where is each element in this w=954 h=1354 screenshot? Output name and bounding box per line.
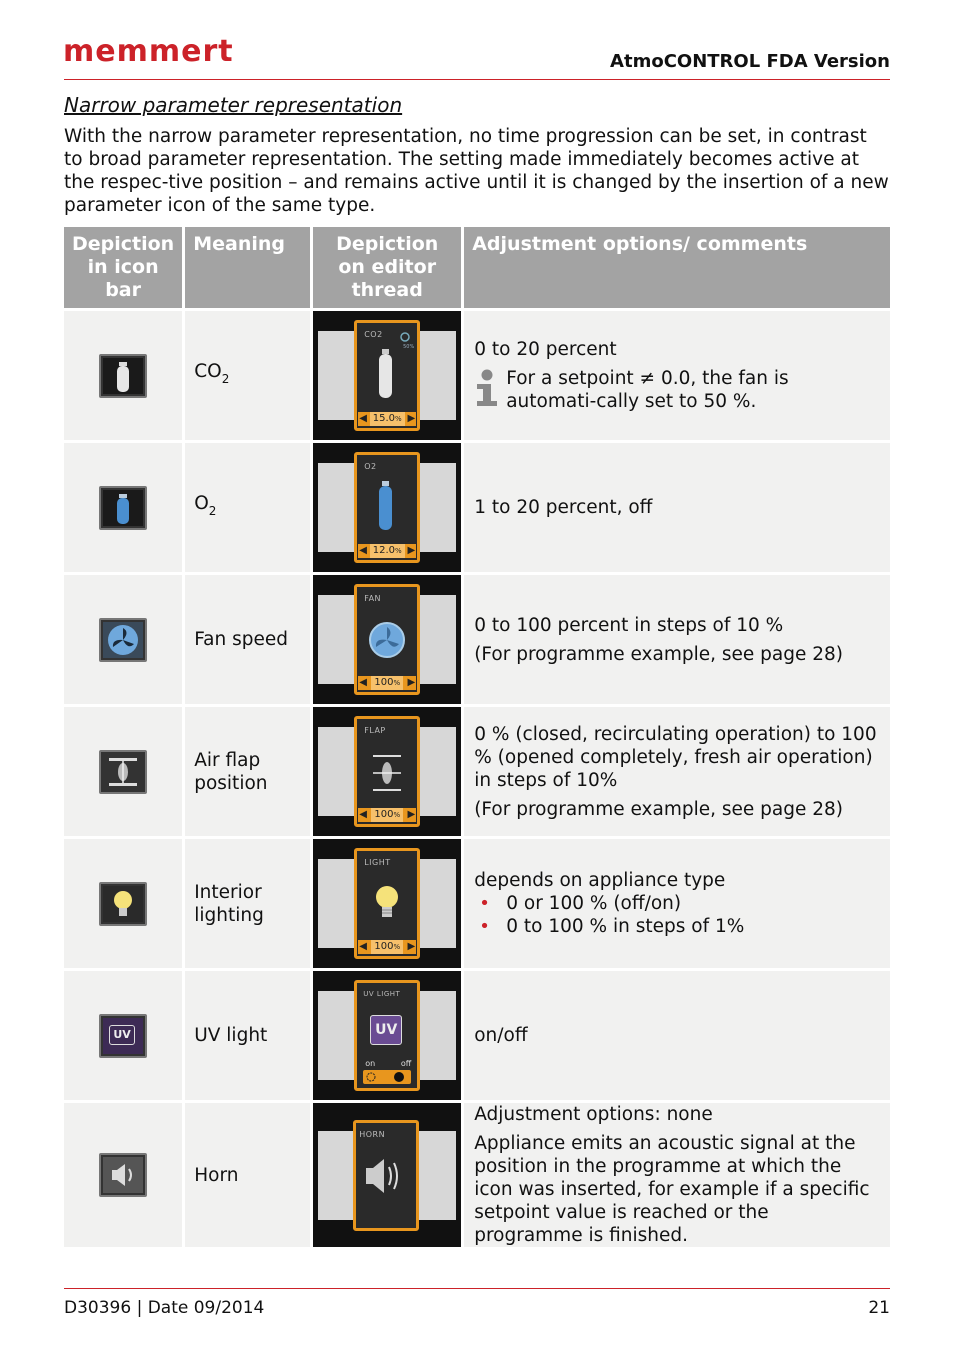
header-editor: Depiction on editor thread (312, 227, 463, 310)
editor-cell (312, 574, 463, 706)
editor-card-o2: O2 ◀ 12.0% ▶ (354, 452, 420, 563)
co2-bottle-icon (99, 354, 147, 398)
uv-light-icon: UV (99, 1014, 147, 1058)
uv-toggle[interactable] (363, 1070, 411, 1084)
editor-card-co2: CO2 50% ◀ 15.0% ▶ (354, 320, 420, 431)
doc-title: AtmoCONTROL FDA Version (610, 51, 890, 72)
meaning-cell: Air flap position (184, 706, 312, 838)
editor-value: ◀ 100% ▶ (359, 809, 416, 820)
meaning-cell: Horn (184, 1102, 312, 1249)
editor-cell (312, 442, 463, 574)
desc-cell: 1 to 20 percent, off (463, 442, 890, 574)
meaning-cell: Fan speed (184, 574, 312, 706)
desc-cell: 0 to 100 percent in steps of 10 % (For programme example, see page 28) (463, 574, 890, 706)
icon-bar-cell (64, 442, 184, 574)
table-row (64, 706, 890, 838)
page-number: 21 (868, 1298, 890, 1318)
table-row (64, 970, 890, 1102)
desc-cell: 0 % (closed, recirculating operation) to 100 % (opened completely, fresh air operation) in steps of 10% (For programme example, see page 28) (463, 706, 890, 838)
horn-speaker-icon (356, 1123, 416, 1228)
light-bulb-icon (99, 882, 147, 926)
icon-bar-cell (64, 1102, 184, 1249)
editor-cell (312, 838, 463, 970)
header-meaning: Meaning (184, 227, 312, 310)
table-header-row (64, 227, 890, 310)
icon-bar-cell (64, 310, 184, 442)
o2-bottle-icon (99, 486, 147, 530)
desc-cell: on/off (463, 970, 890, 1102)
editor-cell (312, 970, 463, 1102)
editor-value: ◀ 100% ▶ (359, 677, 416, 688)
info-note: For a setpoint ≠ 0.0, the fan is automati-cally set to 50 %. (506, 368, 789, 412)
section-title: Narrow parameter representation (64, 93, 403, 117)
icon-bar-cell (64, 574, 184, 706)
editor-value: ◀ 12.0% ▶ (359, 545, 416, 556)
icon-bar-cell (64, 970, 184, 1102)
icon-bar-cell (64, 706, 184, 838)
header-adjustment: Adjustment options/ comments (463, 227, 890, 310)
meaning-cell: Interior lighting (184, 838, 312, 970)
table-row (64, 1102, 890, 1249)
air-flap-icon (99, 750, 147, 794)
info-icon (474, 369, 500, 409)
parameter-table (64, 227, 890, 1250)
fan-icon (99, 618, 147, 662)
editor-card-horn: HORN (353, 1120, 419, 1231)
desc-cell: 0 to 20 percent For a setpoint ≠ 0.0, the fan is automati-cally set to 50 %. (463, 310, 890, 442)
meaning-cell: $O_2$ (184, 442, 312, 574)
table-row (64, 838, 890, 970)
editor-card-uv: UV LIGHT UV on off (354, 980, 420, 1091)
editor-cell (312, 310, 463, 442)
editor-cell (312, 706, 463, 838)
horn-speaker-icon (99, 1153, 147, 1197)
editor-card-flap: FLAP ◀ 100% ▶ (354, 716, 420, 827)
desc-cell: depends on appliance type • 0 or 100 % (off/on) • 0 to 100 % in steps of 1% (463, 838, 890, 970)
icon-bar-cell (64, 838, 184, 970)
list-item: • 0 or 100 % (off/on) (479, 893, 682, 914)
editor-card-light: LIGHT ◀ 100% ▶ (354, 848, 420, 959)
table-row (64, 574, 890, 706)
table-row (64, 442, 890, 574)
memmert-logo: memmert (63, 34, 234, 69)
editor-value: ◀ 100% ▶ (359, 941, 416, 952)
uv-light-icon: UV (370, 1015, 402, 1045)
table-row (64, 310, 890, 442)
footer-doc-info: D30396 | Date 09/2014 (64, 1298, 265, 1318)
meaning-cell: UV light (184, 970, 312, 1102)
list-item: • 0 to 100 % in steps of 1% (479, 916, 745, 937)
intro-paragraph: With the narrow parameter representation, no time progression can be set, in contrast to broad parameter representation. The setting made immediately becomes active at the respec-tive position – and remains active until it is changed by the insertion of a new parameter icon of the same type. (64, 126, 889, 216)
meaning-cell: $CO_2$ (184, 310, 312, 442)
editor-cell (312, 1102, 463, 1249)
editor-card-fan: FAN ◀ 100% ▶ (354, 584, 420, 695)
header-icon-bar: Depiction in icon bar (64, 227, 184, 310)
desc-cell: Adjustment options: none Appliance emits an acoustic signal at the position in the programme at which the icon was inserted, for example if a specific setpoint value is reached or the programme is finished. (463, 1102, 890, 1249)
footer-rule (64, 1288, 890, 1289)
editor-value: ◀ 15.0% ▶ (359, 413, 416, 424)
header-rule (64, 79, 890, 80)
